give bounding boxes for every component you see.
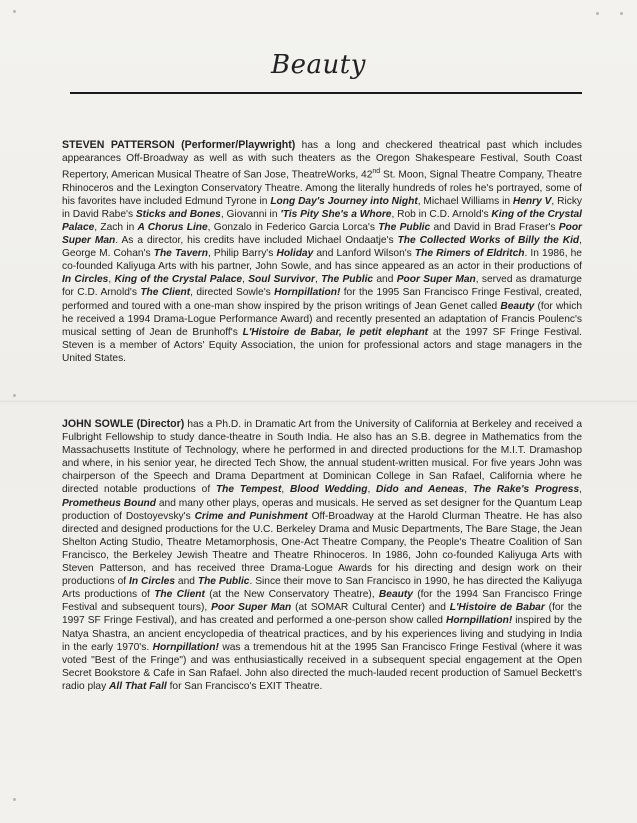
bio-text: (for the 1994 San Francisco Fringe Festival and subsequent tours), [62, 589, 582, 614]
bio-text: , served as dramaturge for C.D. Arnold's [62, 274, 582, 299]
work-title: Poor Super Man [396, 274, 476, 286]
bio-text: and David in Brad Fraser's [430, 221, 559, 233]
bio-text: Off-Broadway at the Harold Clurman Theatre. He has also directed and designed productions for the U.C. Berkeley Drama and Music Departments, The Bare Stage, the Jean Shelton Acting Studio, Theatre Metamorphosis, One-Act Theatre Company, the People's Theatre Coalition of San Francisco, the Berkeley Jewish Theatre and Theatre Rhinoceros. In 1986, John co-founded Kaliyuga Arts with Steven Patterson, and has received three Drama-Logue Awards for his directing and design work on their productions of [62, 510, 582, 588]
bio-text: has a Ph.D. in Dramatic Art from the University of California at Berkeley and received a Fulbright Fellowship to study dance-theatre in South India. He also has an S.B. degree in Mathematics from the Massachusetts Institute of Technology, where he performed in and directed productions for the M.I.T. Dramashop and where, in his senior year, he directed Tech Show, the annual student-written musical. For five years John was chairperson of the Speech and Drama Department at Dominican College in San Rafael, California where he directed notable productions of [62, 419, 582, 496]
work-title: The Client [154, 589, 205, 601]
bio-text: , Philip Barry's [207, 248, 277, 260]
bio-text: , Michael Williams in [417, 195, 513, 207]
work-title: All That Fall [109, 680, 167, 692]
work-title: The Public [321, 274, 374, 286]
bio-text: , [242, 274, 249, 286]
bio-text: . In 1986, he co-founded Kaliyuga Arts with his partner, John Sowle, and has since appeared as an actor in their productions of [62, 248, 582, 273]
bio-text: for San Francisco's EXIT Theatre. [166, 680, 323, 692]
bio-text: at the 1997 SF Fringe Festival. Steven is a member of Actors' Equity Association, the union for professional actors and stage managers in the United States. [62, 326, 582, 364]
work-title: Holiday [276, 248, 314, 260]
work-title: Hornpillation! [152, 641, 219, 653]
work-title: In Circles [62, 274, 109, 286]
punch-mark [620, 12, 623, 15]
work-title: Hornpillation! [446, 615, 513, 627]
work-title: In Circles [129, 576, 175, 588]
bio-name: JOHN SOWLE (Director) [62, 418, 185, 430]
bio-text: . As a director, his credits have included Michael Ondaatje's [115, 235, 398, 247]
bio-text: was a tremendous hit at the 1995 San Francisco Fringe Festival (where it was voted "Best of the Fringe") and was enthusiastically received in a subsequent special engagement at the Open Secret Bookstore & Cafe in San Rafael. John also directed the much-lauded recent production of Samuel Beckett's radio play [62, 641, 582, 692]
work-title: L'Histoire de Babar, le petit elephant [242, 326, 429, 338]
title-rule [70, 92, 582, 94]
bio-text: has a long and checkered theatrical past which includes appearances Off-Broadway as well as with such theaters as the Oregon Shakespeare Festival, South Coast Repertory, American Musical Theatre of San Jose, TheatreWorks, 42 [62, 140, 582, 181]
work-title: Henry V [512, 195, 552, 207]
work-title: The Client [140, 287, 191, 299]
work-title: A Chorus Line [137, 221, 208, 233]
work-title: King of the Crystal Palace [62, 208, 582, 233]
work-title: The Tempest [215, 484, 282, 496]
bio-text: and [373, 274, 397, 286]
work-title: The Rake's Progress [472, 484, 580, 496]
bio-text: , Zach in [94, 221, 138, 233]
work-title: The Collected Works of Billy the Kid [397, 235, 580, 247]
bio-text: , Gonzalo in Federico Garcia Lorca's [207, 221, 379, 233]
ordinal-suffix: nd [372, 168, 381, 176]
bio-text: for the 1995 San Francisco Fringe Festival, created, performed and toured with a one-man show inspired by the prison writings of Jean Genet called [62, 287, 582, 312]
bio-text: and [175, 576, 198, 588]
punch-mark [596, 12, 599, 15]
work-title: Soul Survivor [248, 274, 315, 286]
work-title: Prometheus Bound [62, 497, 156, 509]
punch-mark [13, 10, 16, 13]
work-title: Poor Super Man [211, 602, 292, 614]
work-title: King of the Crystal Palace [114, 274, 243, 286]
bio-text: , [579, 484, 582, 496]
bio-text: . Since their move to San Francisco in 1990, he has directed the Kaliyuga Arts productions of [62, 576, 582, 601]
bio-text: (for which he received a 1994 Drama-Logue Performance Award) and recently presented an adaptation of Francis Poulenc's musical setting of Jean de Brunhoff's [62, 300, 582, 338]
work-title: Crime and Punishment [194, 510, 308, 522]
bio-text: , Ricky in David Rabe's [62, 195, 582, 220]
bio-text: , [108, 274, 115, 286]
page-title: Beauty [271, 50, 366, 80]
bio-john-sowle [62, 418, 582, 693]
work-title: Beauty [378, 589, 413, 601]
bio-text: , [314, 274, 322, 286]
bio-text: , directed Sowle's [190, 287, 275, 299]
punch-mark [13, 394, 16, 397]
work-title: The Tavern [153, 248, 208, 260]
work-title: Blood Wedding [289, 484, 368, 496]
bio-text: , [281, 484, 290, 496]
work-title: 'Tis Pity She's a Whore [280, 208, 392, 220]
work-title: Long Day's Journey into Night [270, 195, 418, 207]
bio-text: (for the 1997 SF Fringe Festival), and has created and performed a one-person show called [62, 602, 582, 627]
work-title: L'Histoire de Babar [449, 602, 545, 614]
bio-text: and many other plays, operas and musicals. He served as set designer for the Quantum Leap production of Dostoyevsky's [62, 497, 582, 522]
work-title: Poor Super Man [62, 221, 583, 247]
punch-mark [13, 798, 16, 801]
work-title: Hornpillation! [274, 287, 341, 299]
bio-text: (at SOMAR Cultural Center) and [291, 602, 450, 614]
bio-name: STEVEN PATTERSON (Performer/Playwright) [62, 139, 296, 151]
bio-text: inspired by the Natya Shastra, an ancient encyclopedia of theatrical practices, and by his experiences living and studying in India in the early 1970's. [62, 615, 582, 653]
bio-text: , [367, 484, 377, 496]
work-title: The Rimers of Eldritch [414, 248, 525, 260]
bio-text: (at the New Conservatory Theatre), [204, 589, 379, 601]
fold-crease [0, 400, 637, 403]
work-title: Dido and Aeneas [376, 484, 465, 496]
work-title: Sticks and Bones [135, 208, 221, 220]
work-title: Beauty [500, 300, 535, 312]
bio-text: , Rob in C.D. Arnold's [391, 208, 492, 220]
bio-text: and Lanford Wilson's [313, 248, 415, 260]
bio-text: St. Moon, Signal Theatre Company, Theatre Rhinoceros and the Lexington Conservatory Theatre. Among the literally hundreds of roles he's portrayed, some of his favorites have included Edmund Tyrone in [62, 169, 582, 207]
bio-text: , Giovanni in [220, 208, 281, 220]
work-title: The Public [378, 221, 431, 233]
bio-text: , George M. Cohan's [62, 235, 582, 260]
bio-text: , [464, 484, 473, 496]
bio-steven-patterson [62, 139, 582, 365]
work-title: The Public [197, 576, 250, 588]
